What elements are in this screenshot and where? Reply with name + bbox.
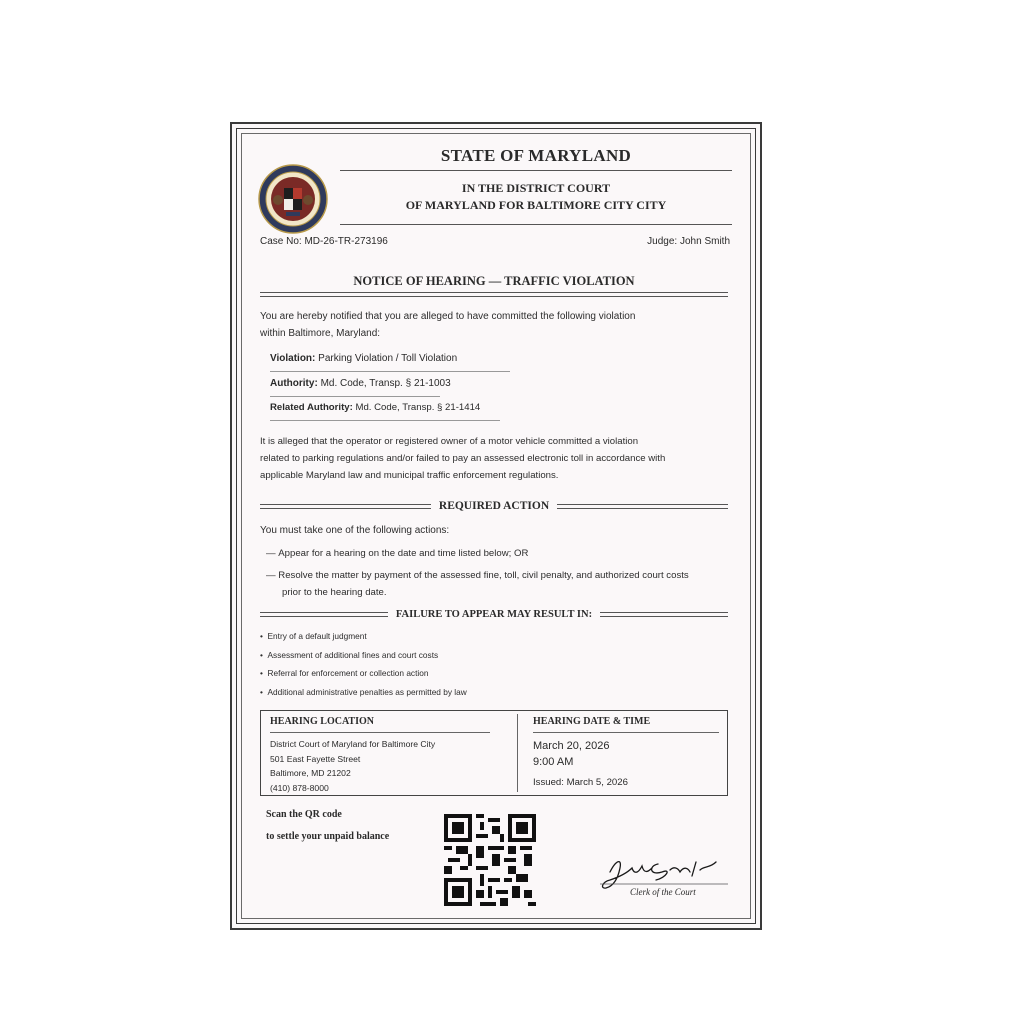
violation-value: Parking Violation / Toll Violation <box>318 353 458 364</box>
qr-line-2: to settle your unpaid balance <box>266 831 390 842</box>
failure-item-text: Additional administrative penalties as permitted by law <box>267 686 467 697</box>
failure-item: • Additional administrative penalties as permitted by law <box>260 686 467 697</box>
heading-bar-right <box>557 504 728 509</box>
location-line: 501 East Fayette Street <box>270 753 361 764</box>
state-title: STATE OF MARYLAND <box>440 146 632 165</box>
authority-value: Md. Code, Transp. § 21-1003 <box>320 378 451 389</box>
action-option-1 <box>266 545 528 562</box>
allegation-line-1: It is alleged that the operator or registered owner of a motor vehicle committed a violation <box>260 436 639 447</box>
court-line-2: OF MARYLAND FOR BALTIMORE CITY CITY <box>405 198 667 212</box>
related-authority-field <box>270 402 480 413</box>
failure-item: • Entry of a default judgment <box>260 631 367 641</box>
notice-title-rule <box>260 292 728 297</box>
hearing-info-box <box>260 710 728 796</box>
datetime-heading-rule <box>533 732 719 733</box>
location-line: District Court of Maryland for Baltimore City <box>270 739 436 749</box>
required-action-label: REQUIRED ACTION <box>438 500 550 512</box>
failure-label: FAILURE TO APPEAR MAY RESULT IN: <box>395 609 593 620</box>
authority-field <box>270 378 451 389</box>
qr-instruction <box>266 804 389 848</box>
authority-label: Authority: <box>270 378 318 389</box>
heading-bar-left <box>260 504 431 509</box>
hearing-time: 9:00 AM <box>533 756 574 768</box>
required-action-heading <box>260 500 728 512</box>
clerk-title: Clerk of the Court <box>630 887 696 897</box>
judge-name: Judge: John Smith <box>647 236 730 247</box>
failure-heading <box>260 609 728 620</box>
heading-bar-left <box>260 612 388 617</box>
hearing-location-address <box>270 737 435 795</box>
dash-bullet: — <box>266 570 279 581</box>
violation-label: Violation: <box>270 353 316 364</box>
qr-line-1: Scan the QR code <box>266 809 342 820</box>
location-heading-rule <box>270 732 490 733</box>
maryland-seal-icon <box>258 164 328 234</box>
failure-list <box>260 627 720 701</box>
notice-title: NOTICE OF HEARING — TRAFFIC VIOLATION <box>353 274 635 288</box>
court-rule <box>340 224 732 225</box>
case-number: Case No: MD-26-TR-273196 <box>260 236 388 247</box>
box-divider <box>517 714 518 792</box>
action-option-2 <box>266 567 736 601</box>
hearing-datetime-heading: HEARING DATE & TIME <box>533 716 651 727</box>
required-action-lead: You must take one of the following actions: <box>260 525 450 536</box>
related-authority-label: Related Authority: <box>270 402 353 413</box>
failure-item-text: Referral for enforcement or collection action <box>267 668 429 678</box>
related-authority-value: Md. Code, Transp. § 21-1414 <box>355 402 481 413</box>
authority-underline <box>270 396 440 397</box>
intro-line-2: within Baltimore, Maryland: <box>260 328 381 339</box>
heading-bar-right <box>600 612 728 617</box>
action-option-2-line-1: Resolve the matter by payment of the assessed fine, toll, civil penalty, and authorized court costs <box>278 570 689 581</box>
location-line: Baltimore, MD 21202 <box>270 768 351 778</box>
failure-item: • Referral for enforcement or collection action <box>260 668 429 678</box>
qr-code-icon[interactable] <box>444 814 536 906</box>
hearing-date: March 20, 2026 <box>533 740 610 752</box>
failure-item-text: Assessment of additional fines and court costs <box>267 649 439 660</box>
court-notice-document <box>230 122 762 930</box>
failure-item-text: Entry of a default judgment <box>267 631 367 641</box>
allegation-line-3: applicable Maryland law and municipal traffic enforcement regulations. <box>260 470 559 481</box>
allegation-line-2: related to parking regulations and/or failed to pay an assessed electronic toll in accordance with <box>260 453 666 464</box>
court-line-1: IN THE DISTRICT COURT <box>461 181 611 195</box>
notice-intro <box>260 308 730 342</box>
dash-bullet: — <box>266 548 279 559</box>
location-line: (410) 878-8000 <box>270 782 329 793</box>
hearing-location-heading: HEARING LOCATION <box>270 716 374 727</box>
failure-item: • Assessment of additional fines and court costs <box>260 649 439 660</box>
court-name <box>340 180 732 214</box>
allegation-text <box>260 433 732 484</box>
issued-date: Issued: March 5, 2026 <box>533 777 628 788</box>
violation-field <box>270 353 457 364</box>
related-authority-underline <box>270 420 500 421</box>
action-option-2-line-2: prior to the hearing date. <box>282 587 387 598</box>
hearing-datetime <box>533 738 609 770</box>
title-rule <box>340 170 732 171</box>
action-option-1-text: Appear for a hearing on the date and time listed below; OR <box>278 548 529 559</box>
violation-underline <box>270 371 510 372</box>
intro-line-1: You are hereby notified that you are alleged to have committed the following violation <box>260 311 636 322</box>
